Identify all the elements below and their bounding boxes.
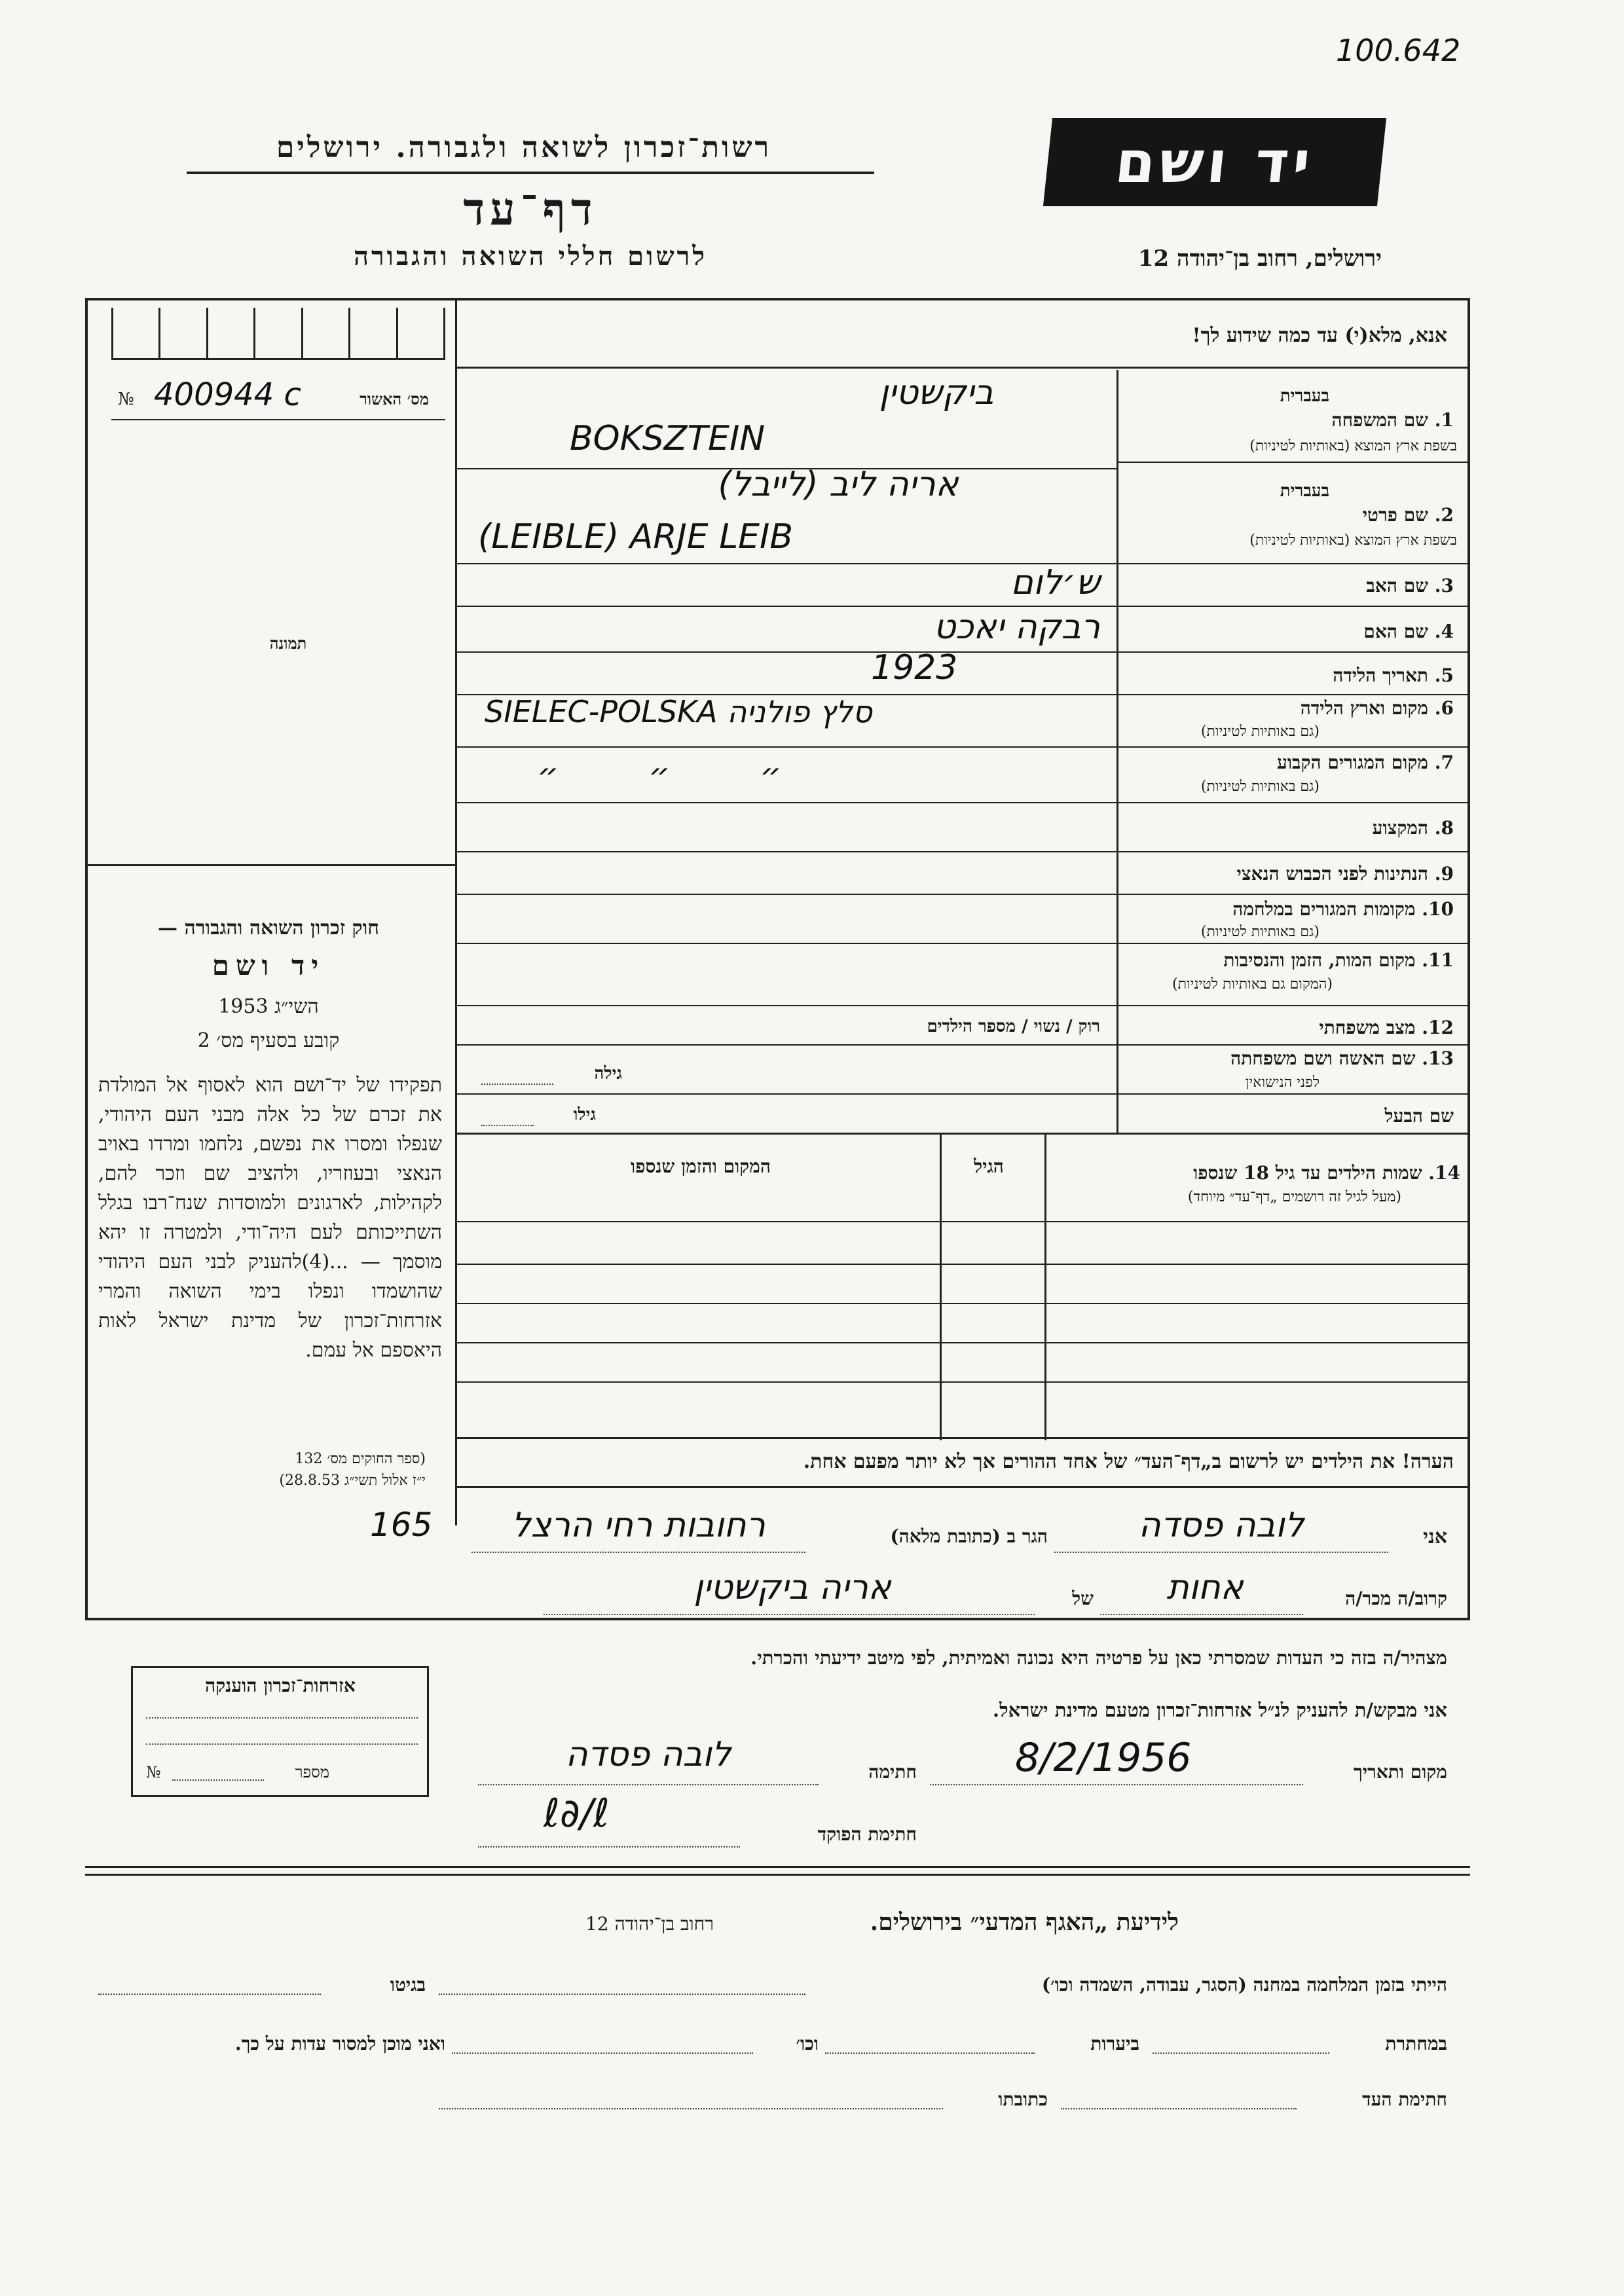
citizenship-box (131, 1666, 429, 1797)
children-row-2 (455, 1264, 1470, 1265)
field-10-sub: (גם באותיות לטיניות) (1200, 924, 1320, 940)
footer-separator-1 (85, 1866, 1470, 1868)
form-intro: אנא, מלא(י) עד כמה שידוע לך! (1192, 324, 1447, 347)
etc-line (452, 2052, 753, 2054)
date-line (930, 1784, 1303, 1785)
witness-address-label: כתובתו (998, 2088, 1048, 2110)
footer-address: רחוב בן־יהודה 12 (585, 1913, 714, 1935)
declarant-address-value: רחובות רחי הרצל (511, 1506, 766, 1545)
field-6-sub: (גם באותיות לטיניות) (1200, 723, 1320, 740)
underground-label: במחתרת (1385, 2033, 1447, 2054)
citizenship-number-line (172, 1779, 264, 1781)
relative-label: קרוב/ה מכר/ה (1345, 1588, 1447, 1609)
authority-title: רשות־זכרון לשואה ולגבורה. ירושלים (276, 131, 772, 164)
husband-age-label: גילו (573, 1105, 596, 1125)
declarant-name-value: לובה פסדה (1138, 1506, 1304, 1545)
children-col-age: הגיל (974, 1156, 1004, 1177)
footer-separator-2 (85, 1874, 1470, 1876)
official-sign-label: חתימת הפוקד (817, 1823, 917, 1845)
date-value: 8/2/1956 (1015, 1735, 1192, 1781)
camp-text: הייתי בזמן המלחמה במחנה (הסגר, עבודה, השמדה וכו׳) (1041, 1974, 1447, 1995)
field-2-latin-value: (LEIBLE) ARJE LEIB (478, 517, 794, 556)
row-line-4 (455, 606, 1470, 607)
declarant-name-line (1054, 1552, 1388, 1553)
page-subtitle: לרשום חללי השואה והגבורה (353, 241, 708, 272)
field-9-label: 9. הנתינות לפני הכבוש הנאצי (1236, 863, 1454, 884)
declarant-address-num: 165 (370, 1506, 433, 1544)
law-clause: קובע בסעיף מס׳ 2 (197, 1029, 340, 1052)
ghetto-line (98, 1994, 321, 1995)
field-13-label: 13. שם האשה ושם משפחתה (1230, 1048, 1454, 1069)
row-line-9 (455, 851, 1470, 852)
field-11-sub: (המקום גם באותיות לטיניות) (1172, 976, 1333, 993)
date-label: מקום ותאריך (1353, 1761, 1447, 1783)
children-col-divider-1 (940, 1133, 942, 1440)
official-signature: ℓ∂/ℓ (544, 1791, 610, 1836)
law-logo: יד ושם (212, 949, 325, 981)
field-3-value: ש׳לום (1010, 563, 1100, 602)
field-8-label: 8. המקצוע (1372, 817, 1454, 839)
children-label: 14. שמות הילדים עד גיל 18 שנספו (1193, 1162, 1460, 1184)
row-line-8 (455, 802, 1470, 803)
row-line-1 (1116, 462, 1470, 463)
declarant-resides-label: הגר ב (כתובת מלאה) (890, 1525, 1048, 1547)
children-row-3 (455, 1303, 1470, 1304)
row-line-14 (455, 1093, 1470, 1095)
field-1-label: 1. שם המשפחה (1331, 409, 1454, 431)
photo-divider (85, 864, 455, 866)
of-label: של (1072, 1588, 1094, 1609)
declarant-address-line (471, 1552, 805, 1553)
field-2-label: 2. שם פרטי (1362, 504, 1454, 526)
witness-sig-line (1061, 2108, 1297, 2109)
field-6-label: 6. מקום וארץ הלידה (1300, 697, 1454, 719)
field-13-sub: לפני הנישואין (1245, 1074, 1320, 1091)
cert-divider (111, 419, 445, 420)
husband-label: שם הבעל (1384, 1105, 1454, 1127)
husband-age-line (481, 1125, 534, 1126)
footer-title: לידיעת „האגף המדעי״ בירושלים. (870, 1908, 1179, 1936)
row-line-3 (455, 563, 1470, 564)
field-7-sub: (גם באותיות לטיניות) (1200, 778, 1320, 795)
intro-underline (455, 367, 1470, 369)
field-6-value: SIELEC-POLSKA סלץ פולניה (485, 694, 872, 729)
field-5-value: 1923 (871, 648, 958, 687)
law-ref-2: י״ז אלול תשי״ג 28.8.53) (279, 1472, 426, 1489)
children-note: הערה! את הילדים יש לרשום ב„דף־העד״ של אחד ההורים אך לא יותר מפעם אחת. (803, 1450, 1454, 1473)
forests-line (825, 2052, 1035, 2054)
header-address: ירושלים, רחוב בן־יהודה 12 (1137, 246, 1382, 272)
field-12-label: 12. מצב משפחתי (1319, 1017, 1454, 1038)
row-line-5 (455, 651, 1470, 653)
law-ref-1: (ספר החוקים מס׳ 132 (295, 1451, 426, 1467)
citizenship-line-2 (146, 1743, 418, 1745)
of-line (544, 1614, 1035, 1615)
left-column-divider (455, 298, 457, 1525)
witness-sig-label: חתימת העד (1362, 2088, 1447, 2110)
photo-label: תמונה (269, 634, 307, 653)
ghetto-label: בגיטו (390, 1974, 426, 1995)
sign-label: חתימה (868, 1761, 917, 1783)
declarant-i-label: אני (1423, 1525, 1447, 1548)
law-year: השי״ג 1953 (218, 995, 319, 1018)
field-1-hebrew-value: ביקשטין (879, 373, 994, 412)
wife-age-line (481, 1084, 553, 1085)
note-line (455, 1486, 1470, 1488)
witness-address-line (439, 2108, 943, 2109)
field-3-label: 3. שם האב (1366, 575, 1454, 596)
field-1-lang: בעברית (1280, 386, 1329, 406)
row-line-13 (455, 1044, 1470, 1046)
law-title: חוק זכרון השואה והגבורה — (158, 917, 379, 939)
of-value: אריה ביקשטין (693, 1568, 891, 1607)
field-2-lang: בעברית (1280, 481, 1329, 501)
row-line-11 (455, 943, 1470, 944)
official-sign-line (478, 1846, 740, 1848)
field-2-sub: בשפת ארץ המוצא (באותיות לטיניות) (1249, 532, 1457, 549)
children-row-1 (455, 1221, 1470, 1222)
authority-underline (187, 172, 874, 174)
children-col-divider-2 (1044, 1133, 1046, 1440)
logo-text: יד ושם (1112, 128, 1318, 196)
request-text: אני מבקש/ת להעניק לנ״ל אזרחות־זכרון מטעם מדינת ישראל. (993, 1699, 1447, 1721)
ready-text: ואני מוכן למסור עדות על כך. (234, 2033, 445, 2054)
citizenship-line-1 (146, 1717, 418, 1719)
field-11-label: 11. מקום המות, הזמן והנסיבות (1223, 949, 1454, 971)
underground-line (1153, 2052, 1329, 2054)
sign-line (478, 1784, 819, 1785)
row-line-12 (455, 1005, 1470, 1006)
relation-line (1100, 1614, 1303, 1615)
field-4-value: רבקה יאכט (933, 608, 1100, 647)
field-4-label: 4. שם האם (1363, 621, 1454, 642)
row-line-15 (455, 1133, 1470, 1135)
field-1-sub: בשפת ארץ המוצא (באותיות לטיניות) (1249, 438, 1457, 454)
cert-number: 400944 c (154, 376, 301, 413)
camp-line (439, 1994, 805, 1995)
label-column-divider (1116, 370, 1118, 1133)
field-7-label: 7. מקום המגורים הקבוע (1277, 752, 1454, 773)
marital-options: רוק / נשוי / מספר הילדים (927, 1017, 1100, 1036)
field-2-hebrew-value: אריה ליב (לייבל) (718, 465, 959, 504)
citizenship-title: אזרחות־זכרון הוענקה (205, 1675, 356, 1696)
wife-age-label: גילה (594, 1064, 622, 1084)
citizenship-no-sign: № (146, 1763, 161, 1781)
relation-value: אחות (1166, 1568, 1244, 1607)
children-sub: (מעל לגיל זה רושמים „דף־עד״ מיוחד) (1187, 1189, 1401, 1205)
citizenship-number-label: מספר (295, 1763, 329, 1781)
page-title: דף־עד (463, 183, 598, 236)
cert-no-sign: № (118, 390, 134, 409)
forests-label: ביערות (1090, 2033, 1139, 2054)
etc-label: וכו׳ (796, 2033, 819, 2054)
yad-vashem-logo (1043, 118, 1386, 206)
field-10-label: 10. מקומות המגורים במלחמה (1232, 898, 1454, 920)
law-text: תפקידו של יד־ושם הוא לאסוף אל המולדת את זכרם של כל אלה מבני העם היהודי, שנפלו ומסרו את נפשם, נלחמו ומרדו באויב הנאצי ובעוזריו, ולהציב שם וזכר להם, לקהילות, לארגונים ולמוסדות שנח־רבו בגלל השתייכותם לעם היה־ודי, ולמטרה זו יהא מוסמך — ...(4)להעניק לבני העם היהודי שהושמדו ונפלו בימי השואה והמרי אזרחות־זכרון של מדינת ישראל לאות היאספם אל עמם. (98, 1074, 443, 1362)
children-row-5 (455, 1381, 1470, 1383)
field-1-latin-value: BOKSZTEIN (570, 419, 766, 458)
row-line-10 (455, 894, 1470, 895)
children-row-6 (455, 1437, 1470, 1439)
row-line-7 (455, 746, 1470, 748)
field-7-value: ״ ״ ״ (537, 756, 821, 795)
field-5-label: 5. תאריך הלידה (1333, 665, 1454, 686)
children-row-4 (455, 1342, 1470, 1343)
cert-label: מס׳ האשור (360, 390, 429, 409)
children-col-place: המקום והזמן שנספו (631, 1156, 771, 1177)
sign-value: לובה פסדה (565, 1735, 731, 1774)
archive-number: 100.642 (1336, 33, 1461, 68)
tick-boxes (111, 308, 445, 360)
declare-text: מצהיר/ה בזה כי העדות שמסרתי כאן על פרטיה היא נכונה ואמיתית, לפי מיטב ידיעתי והכרתי. (750, 1647, 1447, 1669)
